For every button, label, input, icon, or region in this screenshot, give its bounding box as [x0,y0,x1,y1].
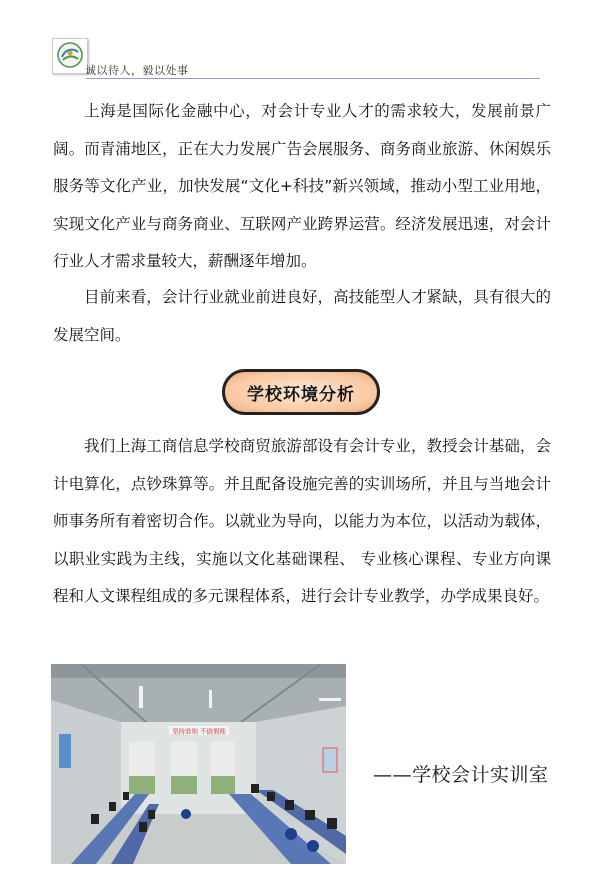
wall-banner-text: 坚持准则 不做假账 [171,727,227,736]
section-heading: 学校环境分析 [222,369,380,415]
paragraph-shanghai-outlook: 上海是国际化金融中心，对会计专业人才的需求较大，发展前景广阔。而青浦地区，正在大力发展广告会展服务、商务商业旅游、休闲娱乐服务等文化产业，加快发展“文化+科技”新兴领域，推动小型工业用地，实现文化产业与商务商业、互联网产业跨界运营。经济发展迅速，对会计行业人才需求量较大，薪酬逐年增加。 [53,102,551,270]
school-motto: 诚以待人，毅以处事 [85,64,189,77]
header-divider [86,78,540,79]
training-room-photo [51,664,346,864]
paragraph-employment: 目前来看，会计行业就业前进良好，高技能型人才紧缺，具有很大的发展空间。 [53,288,551,344]
page-header [52,38,540,80]
photo-caption: ——学校会计实训室 [373,764,549,786]
paragraph-school-environment: 我们上海工商信息学校商贸旅游部设有会计专业，教授会计基础，会计电算化，点钞珠算等。并且配备设施完善的实训场所，并且与当地会计师事务所有着密切合作。以就业为导向，以能力为本位，以活动为载体，以职业实践为主线，实施以文化基础课程、 专业核心课程、专业方向课程和人文课程组成的多元课程体系，进行会计专业教学，办学成果良好。 [53,437,551,605]
school-logo-icon [52,38,88,74]
